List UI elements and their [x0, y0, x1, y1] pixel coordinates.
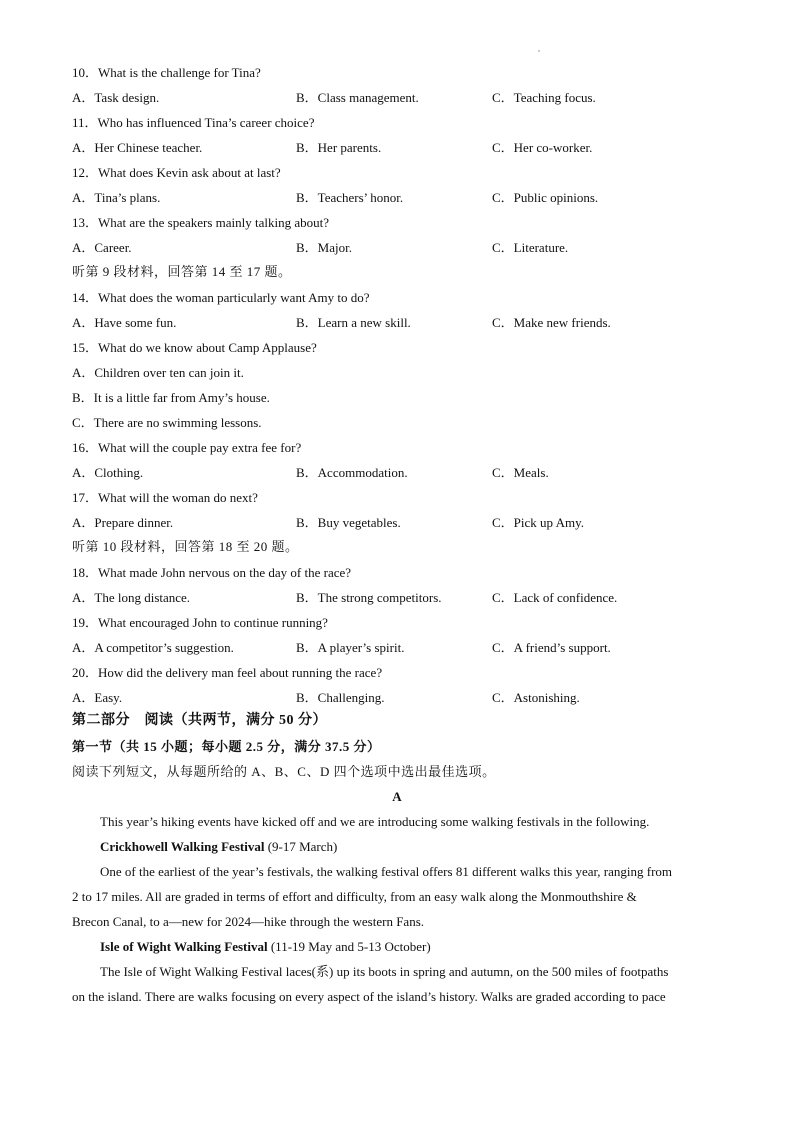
question-14: 14．What does the woman particularly want Amy to do? — [72, 290, 370, 305]
passage-letter: A — [392, 789, 402, 804]
passage-intro: This year’s hiking events have kicked off and we are introducing some walking festivals in the following. — [100, 814, 650, 829]
section-10-instruction: 听第 10 段材料，回答第 18 至 20 题。 — [72, 539, 299, 554]
question-16: 16．What will the couple pay extra fee for? — [72, 440, 302, 455]
q13-option-a: A．Career. — [72, 240, 132, 255]
question-11: 11．Who has influenced Tina’s career choice? — [72, 115, 315, 130]
section-9-instruction: 听第 9 段材料，回答第 14 至 17 题。 — [72, 264, 292, 279]
part-2-title: 第二部分 阅读（共两节，满分 50 分） — [72, 713, 327, 728]
question-17: 17．What will the woman do next? — [72, 490, 258, 505]
q19-option-a: A．A competitor’s suggestion. — [72, 640, 234, 655]
q14-option-a: A．Have some fun. — [72, 315, 177, 330]
question-15: 15．What do we know about Camp Applause? — [72, 340, 317, 355]
festival-1-heading — [100, 837, 337, 857]
q13-option-c: C．Literature. — [492, 240, 569, 255]
q19-option-c: C．A friend’s support. — [492, 640, 611, 655]
q14-option-c: C．Make new friends. — [492, 315, 611, 330]
q10-option-a: A．Task design. — [72, 90, 160, 105]
reading-instruction: 阅读下列短文，从每题所给的 A、B、C、D 四个选项中选出最佳选项。 — [72, 764, 496, 779]
festival-1-line-1: One of the earliest of the year’s festivals, the walking festival offers 81 different walks this year, ranging from — [100, 864, 673, 879]
festival-2-date: (11-19 May and 5-13 October) — [267, 939, 431, 954]
q17-option-b: B．Buy vegetables. — [296, 515, 401, 530]
festival-1-date: (9-17 March) — [264, 839, 338, 854]
q12-option-c: C．Public opinions. — [492, 190, 599, 205]
page-speck — [538, 50, 540, 52]
q20-option-a: A．Easy. — [72, 690, 123, 705]
q17-option-c: C．Pick up Amy. — [492, 515, 584, 530]
section-1-title: 第一节（共 15 小题；每小题 2.5 分，满分 37.5 分） — [72, 739, 381, 754]
q12-option-a: A．Tina’s plans. — [72, 190, 161, 205]
q18-option-b: B．The strong competitors. — [296, 590, 442, 605]
q19-option-b: B．A player’s spirit. — [296, 640, 405, 655]
festival-1-name: Crickhowell Walking Festival — [100, 839, 265, 854]
q15-option-a: A．Children over ten can join it. — [72, 365, 244, 380]
q10-option-c: C．Teaching focus. — [492, 90, 596, 105]
festival-2-name: Isle of Wight Walking Festival — [100, 939, 268, 954]
q11-option-b: B．Her parents. — [296, 140, 382, 155]
q18-option-a: A．The long distance. — [72, 590, 191, 605]
q10-option-b: B．Class management. — [296, 90, 419, 105]
festival-1-line-3: Brecon Canal, to a—new for 2024—hike through the western Fans. — [72, 914, 425, 929]
question-13: 13．What are the speakers mainly talking about? — [72, 215, 330, 230]
q17-option-a: A．Prepare dinner. — [72, 515, 174, 530]
q16-option-c: C．Meals. — [492, 465, 549, 480]
question-19: 19．What encouraged John to continue running? — [72, 615, 328, 630]
question-20: 20．How did the delivery man feel about running the race? — [72, 665, 383, 680]
q16-option-b: B．Accommodation. — [296, 465, 408, 480]
festival-2-heading — [100, 937, 431, 957]
festival-1-line-2: 2 to 17 miles. All are graded in terms of effort and difficulty, from an easy walk along the Monmouthshire & — [72, 889, 637, 904]
festival-2-line-1: The Isle of Wight Walking Festival laces(系) up its boots in spring and autumn, on the 500 miles of footpaths — [100, 964, 669, 979]
q12-option-b: B．Teachers’ honor. — [296, 190, 404, 205]
q18-option-c: C．Lack of confidence. — [492, 590, 618, 605]
q20-option-c: C．Astonishing. — [492, 690, 580, 705]
q13-option-b: B．Major. — [296, 240, 352, 255]
question-18: 18．What made John nervous on the day of the race? — [72, 565, 352, 580]
q16-option-a: A．Clothing. — [72, 465, 144, 480]
festival-2-line-2: on the island. There are walks focusing on every aspect of the island’s history. Walks are graded according to pace — [72, 989, 666, 1004]
q11-option-c: C．Her co-worker. — [492, 140, 593, 155]
question-10: 10．What is the challenge for Tina? — [72, 65, 261, 80]
q15-option-c: C．There are no swimming lessons. — [72, 415, 262, 430]
question-12: 12．What does Kevin ask about at last? — [72, 165, 281, 180]
q15-option-b: B．It is a little far from Amy’s house. — [72, 390, 270, 405]
q20-option-b: B．Challenging. — [296, 690, 385, 705]
q11-option-a: A．Her Chinese teacher. — [72, 140, 203, 155]
q14-option-b: B．Learn a new skill. — [296, 315, 411, 330]
